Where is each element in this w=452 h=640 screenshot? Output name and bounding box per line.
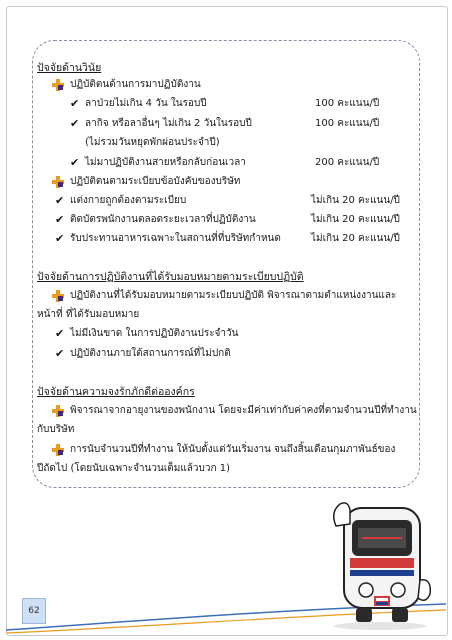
bullet-assigned-work-line1: ปฏิบัติงานที่ได้รับมอบหมายตามระเบียบปฏิบัติ พิจารณาตามตำแหน่งงานและ [70,290,397,301]
note-vacation-excluded: (ไม่รวมวันหยุดพักผ่อนประจำปี) [85,137,220,148]
section-heading-loyalty: ปัจจัยด้านความจงรักภักดีต่อองค์กร [37,386,195,398]
page-number: 62 [22,598,46,624]
item-no-late: ไม่มาปฏิบัติงานสายหรือกลับก่อนเวลา [85,157,246,168]
item-eating-area: รับประทานอาหารเฉพาะในสถานที่ที่บริษัทกำหนด [70,233,281,244]
bullet-attendance: ปฏิบัติตนด้านการมาปฏิบัติงาน [70,79,201,90]
score-sick-leave: 100 คะแนน/ปี [315,98,380,109]
item-abnormal-situation: ปฏิบัติงานภายใต้สถานการณ์ที่ไม่ปกติ [70,348,231,359]
checkmark-icon: ✔ [55,347,65,360]
bullet-year-count-line2: ปีถัดไป (โดยนับเฉพาะจำนวนเต็มแล้วบวก 1) [37,463,230,474]
checkmark-icon: ✔ [70,156,80,169]
checkmark-icon: ✔ [55,213,65,226]
bullet-tenure-line1: พิจารณาจากอายุงานของพนักงาน โดยจะมีค่าเท่ากับค่าคงที่ตามจำนวนปีที่ทำงาน [70,405,417,416]
score-personal-leave: 100 คะแนน/ปี [315,118,380,129]
fleur-bullet-icon [52,79,64,91]
bullet-assigned-work-line2: หน้าที่ ที่ได้รับมอบหมาย [37,309,140,320]
item-personal-leave: ลากิจ หรือลาอื่นๆ ไม่เกิน 2 วันในรอบปี [85,118,252,129]
fleur-bullet-icon [52,405,64,417]
train-mascot-icon [322,486,434,630]
fleur-bullet-icon [52,444,64,456]
fleur-bullet-icon [52,176,64,188]
score-dress-code: ไม่เกิน 20 คะแนน/ปี [311,195,400,206]
section-heading-assigned-work: ปัจจัยด้านการปฏิบัติงานที่ได้รับมอบหมายตามระเบียบปฏิบัติ [37,271,304,283]
checkmark-icon: ✔ [70,117,80,130]
checkmark-icon: ✔ [55,327,65,340]
bullet-regulations: ปฏิบัติตนตามระเบียบข้อบังคับของบริษัท [70,176,241,187]
checkmark-icon: ✔ [70,97,80,110]
item-dress-code: แต่งกายถูกต้องตามระเบียบ [70,195,187,206]
item-sick-leave: ลาป่วยไม่เกิน 4 วัน ในรอบปี [85,98,207,109]
score-eating-area: ไม่เกิน 20 คะแนน/ปี [311,233,400,244]
item-id-badge: ติดบัตรพนักงานตลอดระยะเวลาที่ปฏิบัติงาน [70,214,256,225]
bullet-tenure-line2: กับบริษัท [37,424,75,435]
score-no-late: 200 คะแนน/ปี [315,157,380,168]
checkmark-icon: ✔ [55,194,65,207]
checkmark-icon: ✔ [55,232,65,245]
bullet-year-count-line1: การนับจำนวนปีที่ทำงาน ให้นับตั้งแต่วันเริ่มงาน จนถึงสิ้นเดือนกุมภาพันธ์ของ [70,444,396,455]
item-no-cash-shortage: ไม่มีเงินขาด ในการปฏิบัติงานประจำวัน [70,328,239,339]
fleur-bullet-icon [52,290,64,302]
section-heading-discipline: ปัจจัยด้านวินัย [37,62,102,74]
score-id-badge: ไม่เกิน 20 คะแนน/ปี [311,214,400,225]
